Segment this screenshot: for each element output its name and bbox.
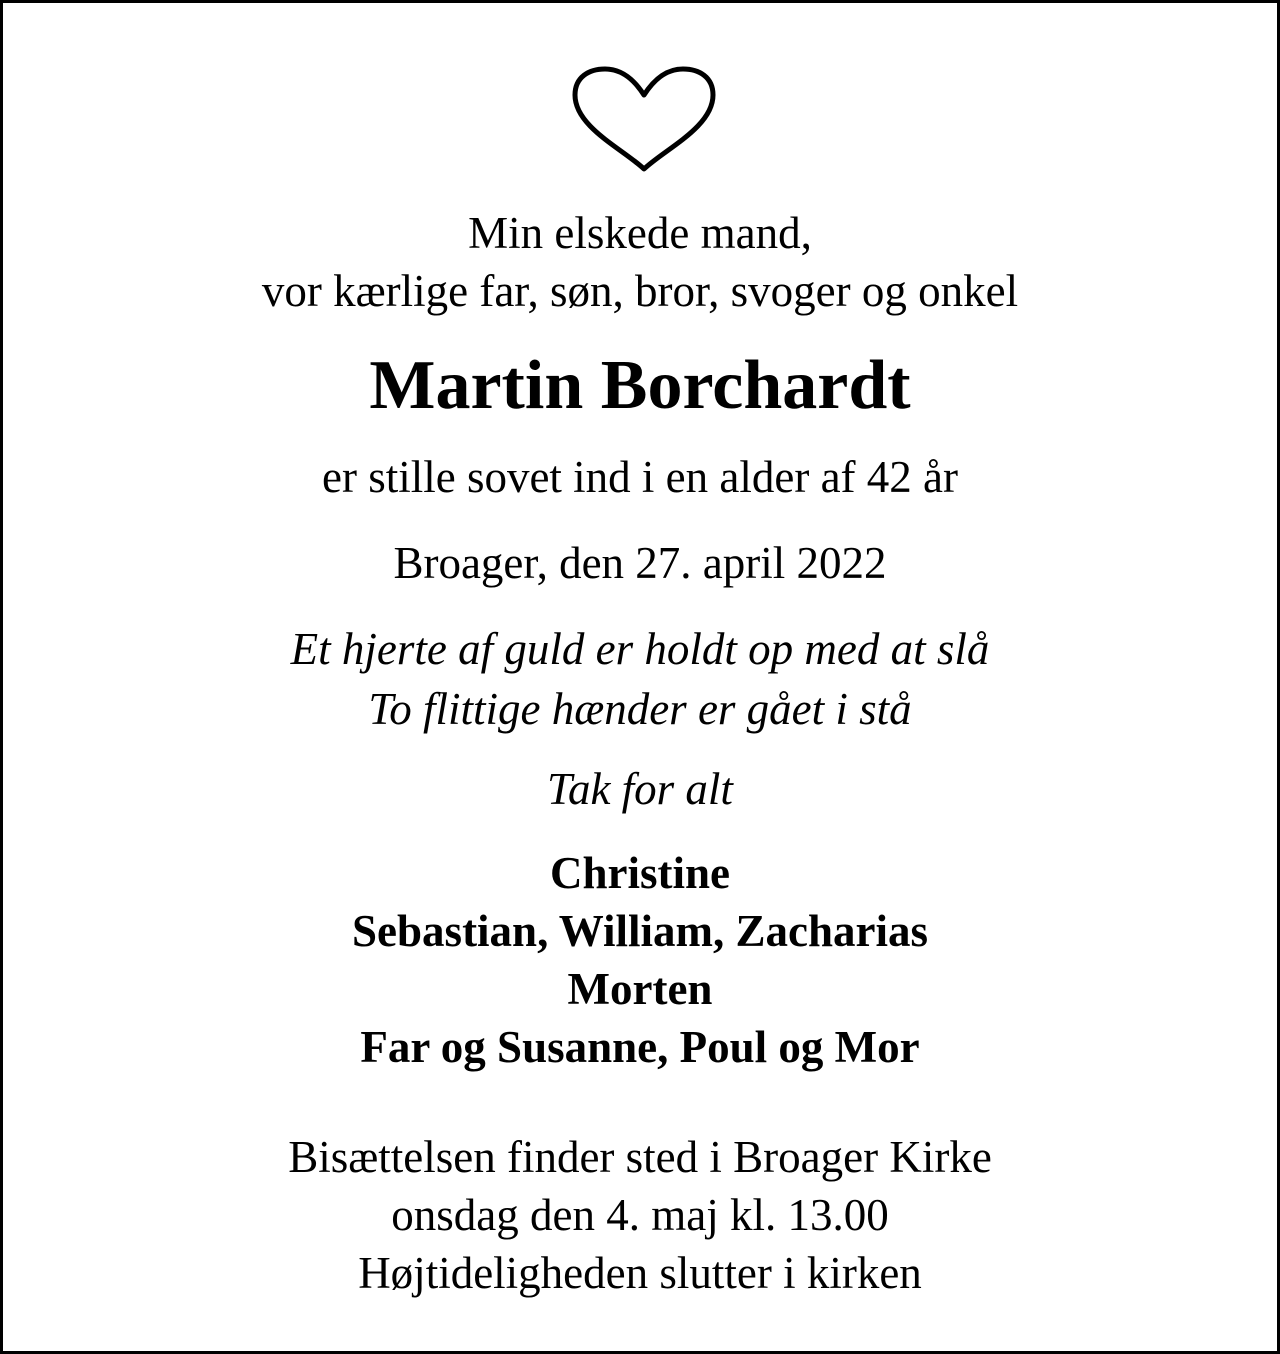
- funeral-line-1: Bisættelsen finder sted i Broager Kirke: [288, 1132, 992, 1182]
- heart-icon: [571, 65, 717, 175]
- place-date: Broager, den 27. april 2022: [393, 538, 887, 588]
- intro-line-1: Min elskede mand,: [468, 208, 812, 258]
- funeral-line-2: onsdag den 4. maj kl. 13.00: [391, 1190, 889, 1240]
- verse-line-2: To flittige hænder er gået i stå: [368, 684, 912, 734]
- family-line: Far og Susanne, Poul og Mor: [360, 1022, 920, 1072]
- family-line: Christine: [550, 848, 730, 898]
- age-statement: er stille sovet ind i en alder af 42 år: [321, 452, 959, 502]
- verse-line-1: Et hjerte af guld er holdt op med at slå: [290, 624, 990, 674]
- thanks-text: Tak for alt: [547, 764, 733, 814]
- family-line: Morten: [567, 964, 713, 1014]
- family-line: Sebastian, William, Zacharias: [352, 906, 928, 956]
- intro-line-2: vor kærlige far, søn, bror, svoger og onkel: [261, 266, 1019, 316]
- deceased-name: Martin Borchardt: [369, 347, 911, 424]
- funeral-line-3: Højtideligheden slutter i kirken: [358, 1248, 922, 1298]
